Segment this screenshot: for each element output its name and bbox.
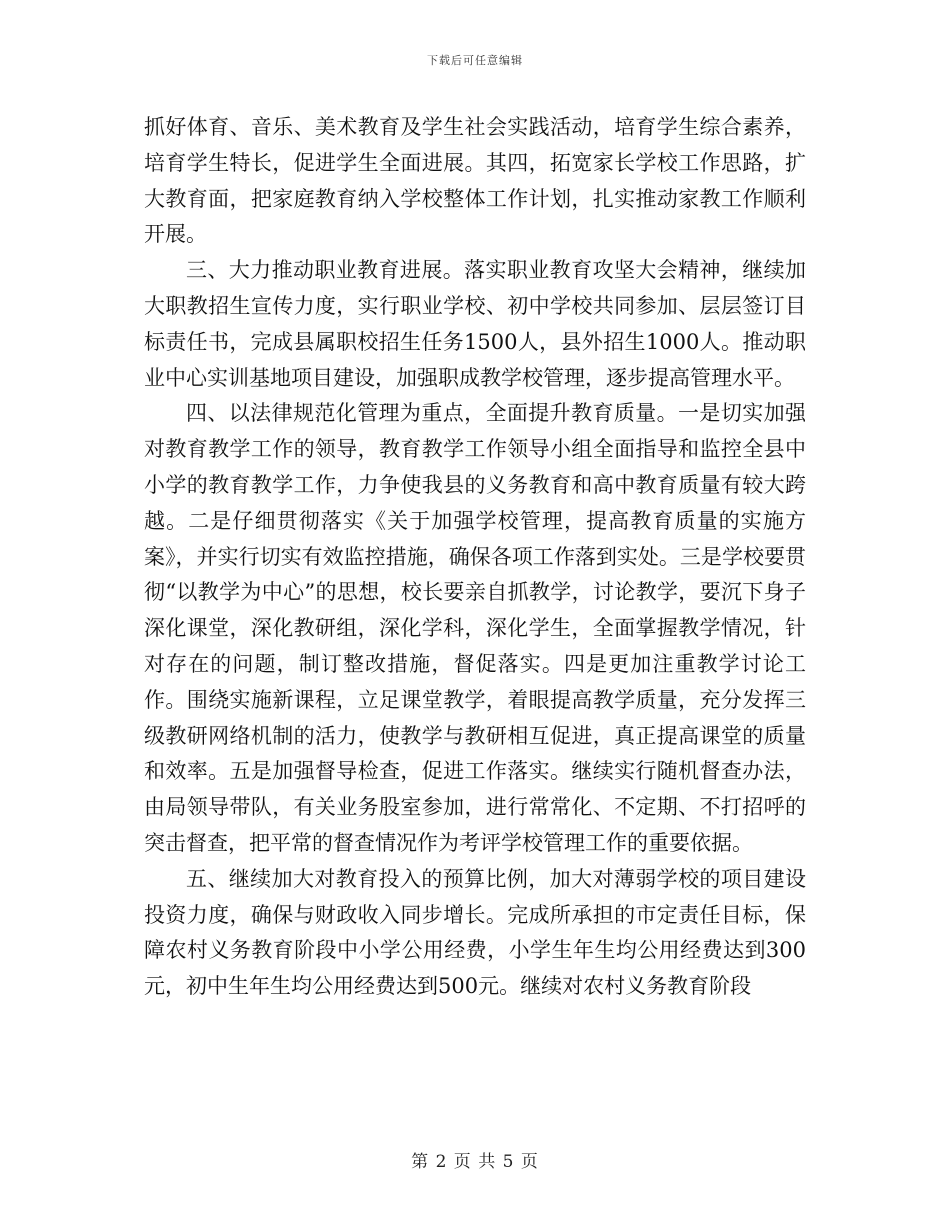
- page-number-footer: 第 2 页 共 5 页: [411, 1152, 539, 1172]
- paragraph-continuation: 抓好体育、音乐、美术教育及学生社会实践活动，培育学生综合素养，培育学生特长，促进学生全面进展。其四，拓宽家长学校工作思路，扩大教育面，把家庭教育纳入学校整体工作计划，扎实推动家教工作顺利开展。: [144, 115, 806, 247]
- page-header: 下载后可任意编辑: [427, 54, 523, 67]
- paragraph-vocational-education: 三、大力推动职业教育进展。落实职业教育攻坚大会精神，继续加大职教招生宣传力度，实行职业学校、初中学校共同参加、层层签订目标责任书，完成县属职校招生任务1500人，县外招生1000人。推动职业中心实训基地项目建设，加强职成教学校管理，逐步提高管理水平。: [144, 258, 806, 390]
- paragraph-education-investment: 五、继续加大对教育投入的预算比例，加大对薄弱学校的项目建设投资力度，确保与财政收入同步增长。完成所承担的市定责任目标，保障农村义务教育阶段中小学公用经费，小学生年生均公用经费达到300元，初中生年生均公用经费达到500元。继续对农村义务教育阶段: [144, 866, 806, 999]
- document-body: [144, 110, 806, 1005]
- paragraph-education-quality: 四、以法律规范化管理为重点，全面提升教育质量。一是切实加强对教育教学工作的领导，教育教学工作领导小组全面指导和监控全县中小学的教育教学工作，力争使我县的义务教育和高中教育质量有较大跨越。二是仔细贯彻落实《关于加强学校管理，提高教育质量的实施方案》，并实行切实有效监控措施，确保各项工作落到实处。三是学校要贯彻“以教学为中心”的思想，校长要亲自抓教学，讨论教学，要沉下身子深化课堂，深化教研组，深化学科，深化学生，全面掌握教学情况，针对存在的问题，制订整改措施，督促落实。四是更加注重教学讨论工作。围绕实施新课程，立足课堂教学，着眼提高教学质量，充分发挥三级教研网络机制的活力，使教学与教研相互促进，真正提高课堂的质量和效率。五是加强督导检查，促进工作落实。继续实行随机督查办法，由局领导带队，有关业务股室参加，进行常常化、不定期、不打招呼的突击督查，把平常的督查情况作为考评学校管理工作的重要依据。: [144, 401, 806, 855]
